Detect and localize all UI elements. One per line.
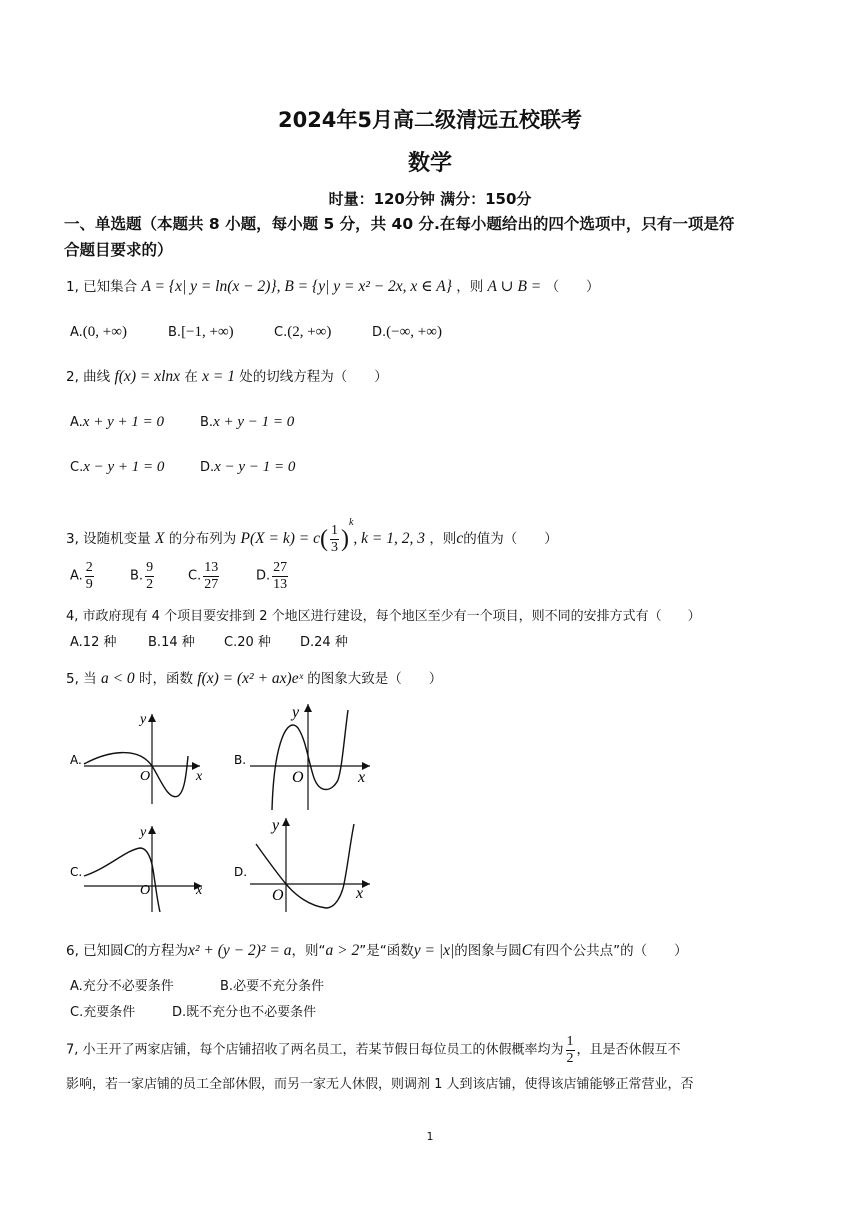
q2-option-c-label: C.: [70, 460, 84, 475]
question-4: 4, 市政府现有 4 个项目要安排到 2 个地区进行建设，每个地区至少有一个项目，则不同的安排方式有（ ）: [66, 609, 701, 624]
q3-text-suffix2: 的值为（ ）: [463, 531, 558, 547]
q1-text-suffix: ，则: [456, 279, 484, 295]
q3-var: X: [154, 530, 165, 547]
q2-text-mid: 在: [184, 369, 198, 385]
q1-option-d: (−∞, +∞): [386, 324, 442, 340]
q2-formula2: x = 1: [202, 368, 235, 385]
q4-option-a-label: A.: [70, 635, 83, 650]
q2-text-prefix: 2, 曲线: [66, 369, 111, 385]
q4-option-b-label: B.: [148, 635, 162, 650]
q2-formula: f(x) = xlnx: [114, 368, 181, 385]
q1-option-b: [−1, +∞): [181, 324, 234, 340]
q6-formula: x² + (y − 2)² = a: [188, 942, 292, 959]
q6-text-mid2: ，则“: [291, 943, 326, 959]
q5-graph-c-y: y: [140, 825, 147, 840]
page-number: 1: [426, 1130, 434, 1143]
q1-option-a-label: A.: [70, 325, 83, 340]
q5-graph-b-label: B.: [234, 753, 247, 767]
q6-formula2: a > 2: [325, 942, 360, 959]
q5-graph-d-origin: O: [272, 887, 284, 904]
q2-option-a: x + y + 1 = 0: [82, 414, 164, 430]
q3-formula-left: P(X = k) = c: [240, 530, 320, 547]
q6-text-mid4: 的图象与圆: [454, 943, 522, 959]
q5-graph-c: [68, 820, 218, 912]
q2-option-b-label: B.: [200, 415, 214, 430]
q1-option-d-label: D.: [372, 325, 387, 340]
q5-graph-a: [68, 706, 218, 806]
q5-text-suffix: 的图象大致是（ ）: [307, 671, 443, 687]
q4-option-a: 12 种: [82, 635, 117, 650]
q4-option-c: 20 种: [237, 635, 271, 650]
section-heading-line2: 合题目要求的）: [64, 241, 173, 259]
q5-text-mid: 时，函数: [138, 671, 193, 687]
exam-title: 2024年5月高二级清远五校联考: [277, 108, 583, 132]
question-7-line1: [66, 1034, 796, 1067]
q6-option-a-label: A.: [70, 979, 83, 994]
q5-graph-d: [230, 814, 380, 914]
q5-graph-c-origin: O: [140, 883, 151, 898]
q5-graph-b: [230, 700, 380, 812]
question-5: [66, 668, 796, 690]
q5-graph-d-y: y: [272, 817, 280, 834]
q2-text-suffix: 处的切线方程为（ ）: [239, 369, 388, 385]
q1-option-b-label: B.: [168, 325, 182, 340]
q4-option-d-label: D.: [300, 635, 315, 650]
q6-option-a: 充分不必要条件: [82, 979, 174, 994]
q3-fraction: $\frac{1}{3}$: [330, 522, 338, 555]
question-6: [66, 940, 796, 962]
exam-meta: 时量：120分钟 满分：150分: [328, 190, 532, 208]
q6-option-c: 充要条件: [83, 1005, 136, 1020]
q1-option-c: (2, +∞): [287, 324, 332, 340]
q5-graph-b-x: x: [358, 769, 366, 786]
q5-formula2: f(x) = (x² + ax)eˣ: [197, 670, 303, 687]
question-2: [66, 366, 796, 388]
q3-option-a: $\frac{2}{9}$: [85, 560, 93, 592]
q4-option-b: 14 种: [161, 635, 195, 650]
q5-graph-d-x: x: [356, 885, 364, 902]
q5-graph-c-label: C.: [70, 865, 83, 879]
q1-option-c-label: C.: [274, 325, 288, 340]
q6-option-b: 必要不充分条件: [233, 979, 325, 994]
q6-formula3: y = |x|: [413, 942, 455, 959]
q6-option-d: 既不充分也不必要条件: [186, 1005, 317, 1020]
q3-option-b-label: B.: [130, 568, 144, 584]
q2-option-d: x − y − 1 = 0: [214, 459, 296, 475]
q2-option-b: x + y − 1 = 0: [213, 414, 295, 430]
q6-text-suffix: 有四个公共点”的（ ）: [532, 943, 688, 959]
q3-text-suffix1: ，则: [429, 531, 457, 547]
q6-text-prefix: 6, 已知圆: [66, 943, 124, 959]
q7-line1-suffix: ，且是否休假互不: [576, 1042, 681, 1058]
q6-option-c-label: C.: [70, 1005, 84, 1020]
q6-text-mid3: ”是“函数: [359, 943, 414, 959]
q3-option-b: $\frac{9}{2}$: [146, 560, 154, 592]
q3-exp: k: [348, 517, 354, 528]
q7-fraction: $\frac{1}{2}$: [566, 1034, 574, 1066]
q2-option-a-label: A.: [70, 415, 83, 430]
q5-graph-a-origin: O: [140, 769, 151, 784]
section-heading: [64, 211, 804, 263]
q5-graph-b-y: y: [292, 704, 300, 721]
q5-graph-a-label: A.: [70, 753, 82, 767]
question-3: 3, 设随机变量 X 的分布列为 P(X = k) = c( $\frac{1}{3}$ )$^k$, k = 1, 2, 3 ，则c的值为（ ）: [66, 517, 558, 555]
subject-title: 数学: [407, 151, 452, 176]
q2-option-d-label: D.: [200, 460, 215, 475]
section-heading-line1: 一、单选题（本题共 8 小题，每小题 5 分，共 40 分.在每小题给出的四个选项中，只有一项是符: [64, 215, 735, 233]
q1-paren: （ ）: [545, 279, 600, 295]
q3-text-prefix: 3, 设随机变量: [66, 531, 151, 547]
q6-var: C: [123, 942, 135, 959]
q3-option-d: $\frac{27}{13}$: [273, 560, 288, 592]
q5-formula: a < 0: [100, 670, 135, 687]
q6-text-mid: 的方程为: [134, 943, 189, 959]
q5-graph-a-y: y: [140, 712, 147, 727]
q1-formula: A = {x| y = ln(x − 2)}, B = {y| y = x² − 2x, x ∈ A}: [141, 278, 452, 295]
q6-option-b-label: B.: [220, 979, 234, 994]
q5-graph-d-label: D.: [234, 865, 248, 879]
q1-option-a: (0, +∞): [82, 324, 127, 340]
q1-text-prefix: 1, 已知集合: [66, 279, 138, 295]
q7-line1-prefix: 7, 小王开了两家店铺，每个店铺招收了两名员工，若某节假日每位员工的休假概率均为: [66, 1042, 564, 1058]
q3-option-c-label: C.: [188, 568, 202, 584]
q4-option-d: 24 种: [314, 635, 348, 650]
q3-options: [66, 560, 796, 600]
q5-text-prefix: 5, 当: [66, 671, 97, 687]
q2-option-c: x − y + 1 = 0: [83, 459, 165, 475]
q3-formula-right: , k = 1, 2, 3: [353, 530, 426, 547]
q5-graph-a-x: x: [196, 769, 203, 784]
q6-option-d-label: D.: [172, 1005, 187, 1020]
q3-option-c: $\frac{13}{27}$: [204, 560, 219, 592]
q5-graph-b-origin: O: [292, 769, 304, 786]
q3-option-a-label: A.: [70, 568, 83, 584]
q4-option-c-label: C.: [224, 635, 238, 650]
question-1: [66, 276, 796, 298]
q3-var2: c: [456, 530, 464, 547]
q3-option-d-label: D.: [256, 568, 271, 584]
q3-text-mid: 的分布列为: [168, 531, 237, 547]
q5-graph-c-x: x: [196, 883, 203, 898]
q1-formula2: A ∪ B =: [487, 278, 542, 295]
question-7-line2: 影响，若一家店铺的员工全部休假，而另一家无人休假，则调剂 1 人到该店铺，使得该店铺能够正常营业，否: [66, 1077, 694, 1092]
q6-var2: C: [521, 942, 533, 959]
